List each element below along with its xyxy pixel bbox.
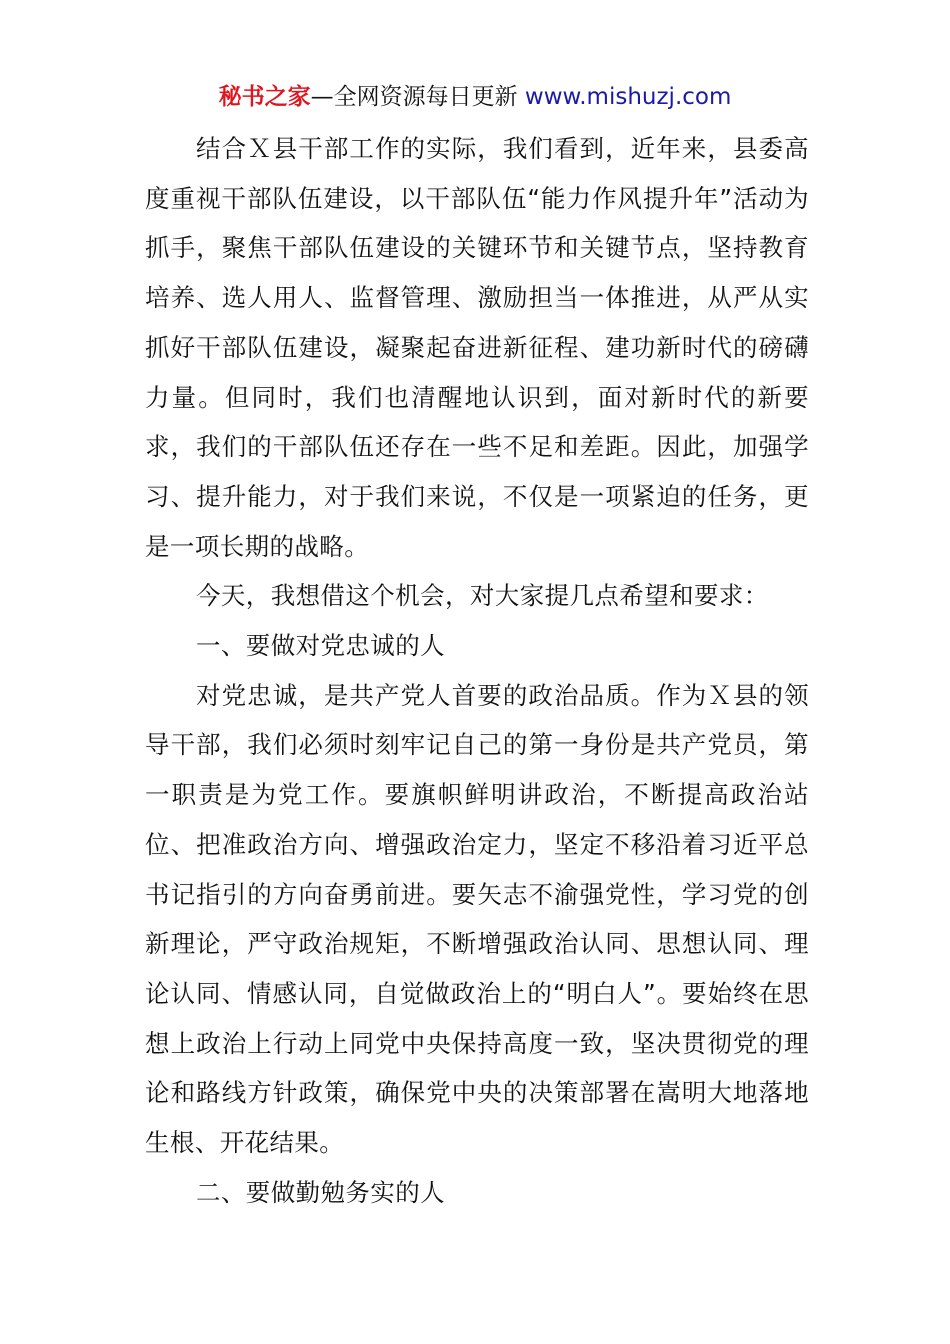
site-url-link[interactable]: www.mishuzj.com — [524, 84, 732, 110]
document-body — [145, 124, 809, 1217]
section-heading-2: 二、要做勤勉务实的人 — [196, 1177, 445, 1207]
header-slogan: —全网资源每日更新 — [310, 84, 518, 110]
site-header — [0, 80, 950, 114]
section-heading-1: 一、要做对党忠诚的人 — [196, 631, 445, 661]
brand-name: 秘书之家 — [218, 84, 311, 110]
paragraph-intro: 结合Ｘ县干部工作的实际，我们看到，近年来，县委高度重视干部队伍建设，以干部队伍“能力作风提升年”活动为抓手，聚焦干部队伍建设的关键环节和关键节点，坚持教育培养、选人用人、监督管理、激励担当一体推进，从严从实抓好干部队伍建设，凝聚起奋进新征程、建功新时代的磅礴力量。但同时，我们也清醒地认识到，面对新时代的新要求，我们的干部队伍还存在一些不足和差距。因此，加强学习、提升能力，对于我们来说，不仅是一项紧迫的任务，更是一项长期的战略。 — [145, 134, 809, 561]
paragraph-loyalty: 对党忠诚，是共产党人首要的政治品质。作为Ｘ县的领导干部，我们必须时刻牢记自己的第一身份是共产党员，第一职责是为党工作。要旗帜鲜明讲政治，不断提高政治站位、把准政治方向、增强政治定力，坚定不移沿着习近平总书记指引的方向奋勇前进。要矢志不渝强党性，学习党的创新理论，严守政治规矩，不断增强政治认同、思想认同、理论认同、情感认同，自觉做政治上的“明白人”。要始终在思想上政治上行动上同党中央保持高度一致，坚决贯彻党的理论和路线方针政策，确保党中央的决策部署在嵩明大地落地生根、开花结果。 — [145, 680, 809, 1158]
paragraph-transition: 今天，我想借这个机会，对大家提几点希望和要求： — [196, 581, 769, 611]
